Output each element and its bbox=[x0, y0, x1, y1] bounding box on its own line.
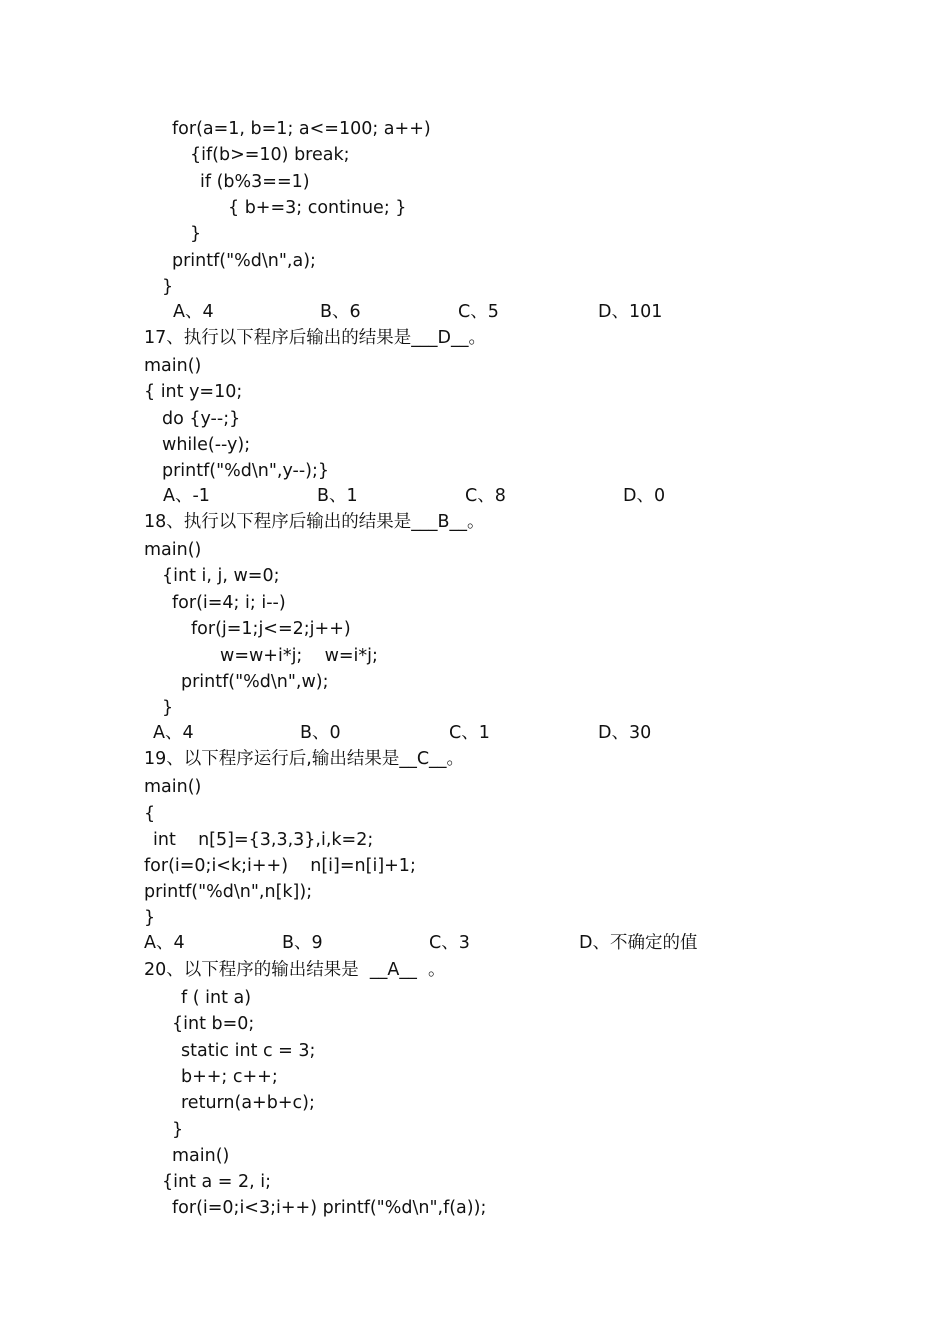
option-c: C、1 bbox=[449, 723, 490, 743]
code-line: static int c = 3; bbox=[181, 1041, 316, 1061]
code-line: } bbox=[162, 277, 174, 297]
option-d: D、不确定的值 bbox=[579, 933, 698, 953]
code-line: for(i=0;i<k;i++) n[i]=n[i]+1; bbox=[144, 856, 416, 876]
code-line: for(j=1;j<=2;j++) bbox=[191, 619, 351, 639]
code-line: b++; c++; bbox=[181, 1067, 278, 1087]
option-a: A、-1 bbox=[163, 486, 210, 506]
code-line: printf("%d\n",w); bbox=[181, 672, 329, 692]
code-line: {int a = 2, i; bbox=[162, 1172, 272, 1192]
code-line: } bbox=[162, 698, 174, 718]
code-line: do {y--;} bbox=[162, 409, 241, 429]
option-a: A、4 bbox=[173, 302, 214, 322]
option-b: B、6 bbox=[320, 302, 361, 322]
code-line: {int i, j, w=0; bbox=[162, 566, 280, 586]
code-line: } bbox=[172, 1120, 184, 1140]
code-line: for(i=4; i; i--) bbox=[172, 593, 286, 613]
option-a: A、4 bbox=[153, 723, 194, 743]
option-a: A、4 bbox=[144, 933, 185, 953]
question-20-title: 20、以下程序的输出结果是 __A__ 。 bbox=[144, 960, 446, 980]
code-line: main() bbox=[144, 540, 202, 560]
code-line: f ( int a) bbox=[181, 988, 252, 1008]
code-line: { int y=10; bbox=[144, 382, 243, 402]
code-line: printf("%d\n",a); bbox=[172, 251, 316, 271]
code-line: for(a=1, b=1; a<=100; a++) bbox=[172, 119, 431, 139]
code-line: main() bbox=[144, 356, 202, 376]
code-line: main() bbox=[144, 777, 202, 797]
option-c: C、3 bbox=[429, 933, 470, 953]
code-line: } bbox=[190, 224, 202, 244]
code-line: { b+=3; continue; } bbox=[228, 198, 407, 218]
code-line: main() bbox=[172, 1146, 230, 1166]
code-line: {int b=0; bbox=[172, 1014, 255, 1034]
question-18-title: 18、执行以下程序后输出的结果是___B__。 bbox=[144, 512, 485, 532]
option-d: D、0 bbox=[623, 486, 666, 506]
code-line: {if(b>=10) break; bbox=[190, 145, 350, 165]
option-b: B、9 bbox=[282, 933, 323, 953]
code-line: return(a+b+c); bbox=[181, 1093, 315, 1113]
option-d: D、101 bbox=[598, 302, 663, 322]
code-line: if (b%3==1) bbox=[200, 172, 310, 192]
code-line: { bbox=[144, 804, 156, 824]
code-line: printf("%d\n",n[k]); bbox=[144, 882, 313, 902]
option-c: C、8 bbox=[465, 486, 506, 506]
option-c: C、5 bbox=[458, 302, 499, 322]
code-line: printf("%d\n",y--);} bbox=[162, 461, 330, 481]
option-b: B、1 bbox=[317, 486, 358, 506]
code-line: } bbox=[144, 908, 156, 928]
code-line: w=w+i*j; w=i*j; bbox=[220, 646, 378, 666]
code-line: int n[5]={3,3,3},i,k=2; bbox=[153, 830, 374, 850]
code-line: for(i=0;i<3;i++) printf("%d\n",f(a)); bbox=[172, 1198, 487, 1218]
question-17-title: 17、执行以下程序后输出的结果是___D__。 bbox=[144, 328, 486, 348]
option-d: D、30 bbox=[598, 723, 652, 743]
option-b: B、0 bbox=[300, 723, 341, 743]
question-19-title: 19、以下程序运行后,输出结果是__C__。 bbox=[144, 749, 465, 769]
code-line: while(--y); bbox=[162, 435, 251, 455]
